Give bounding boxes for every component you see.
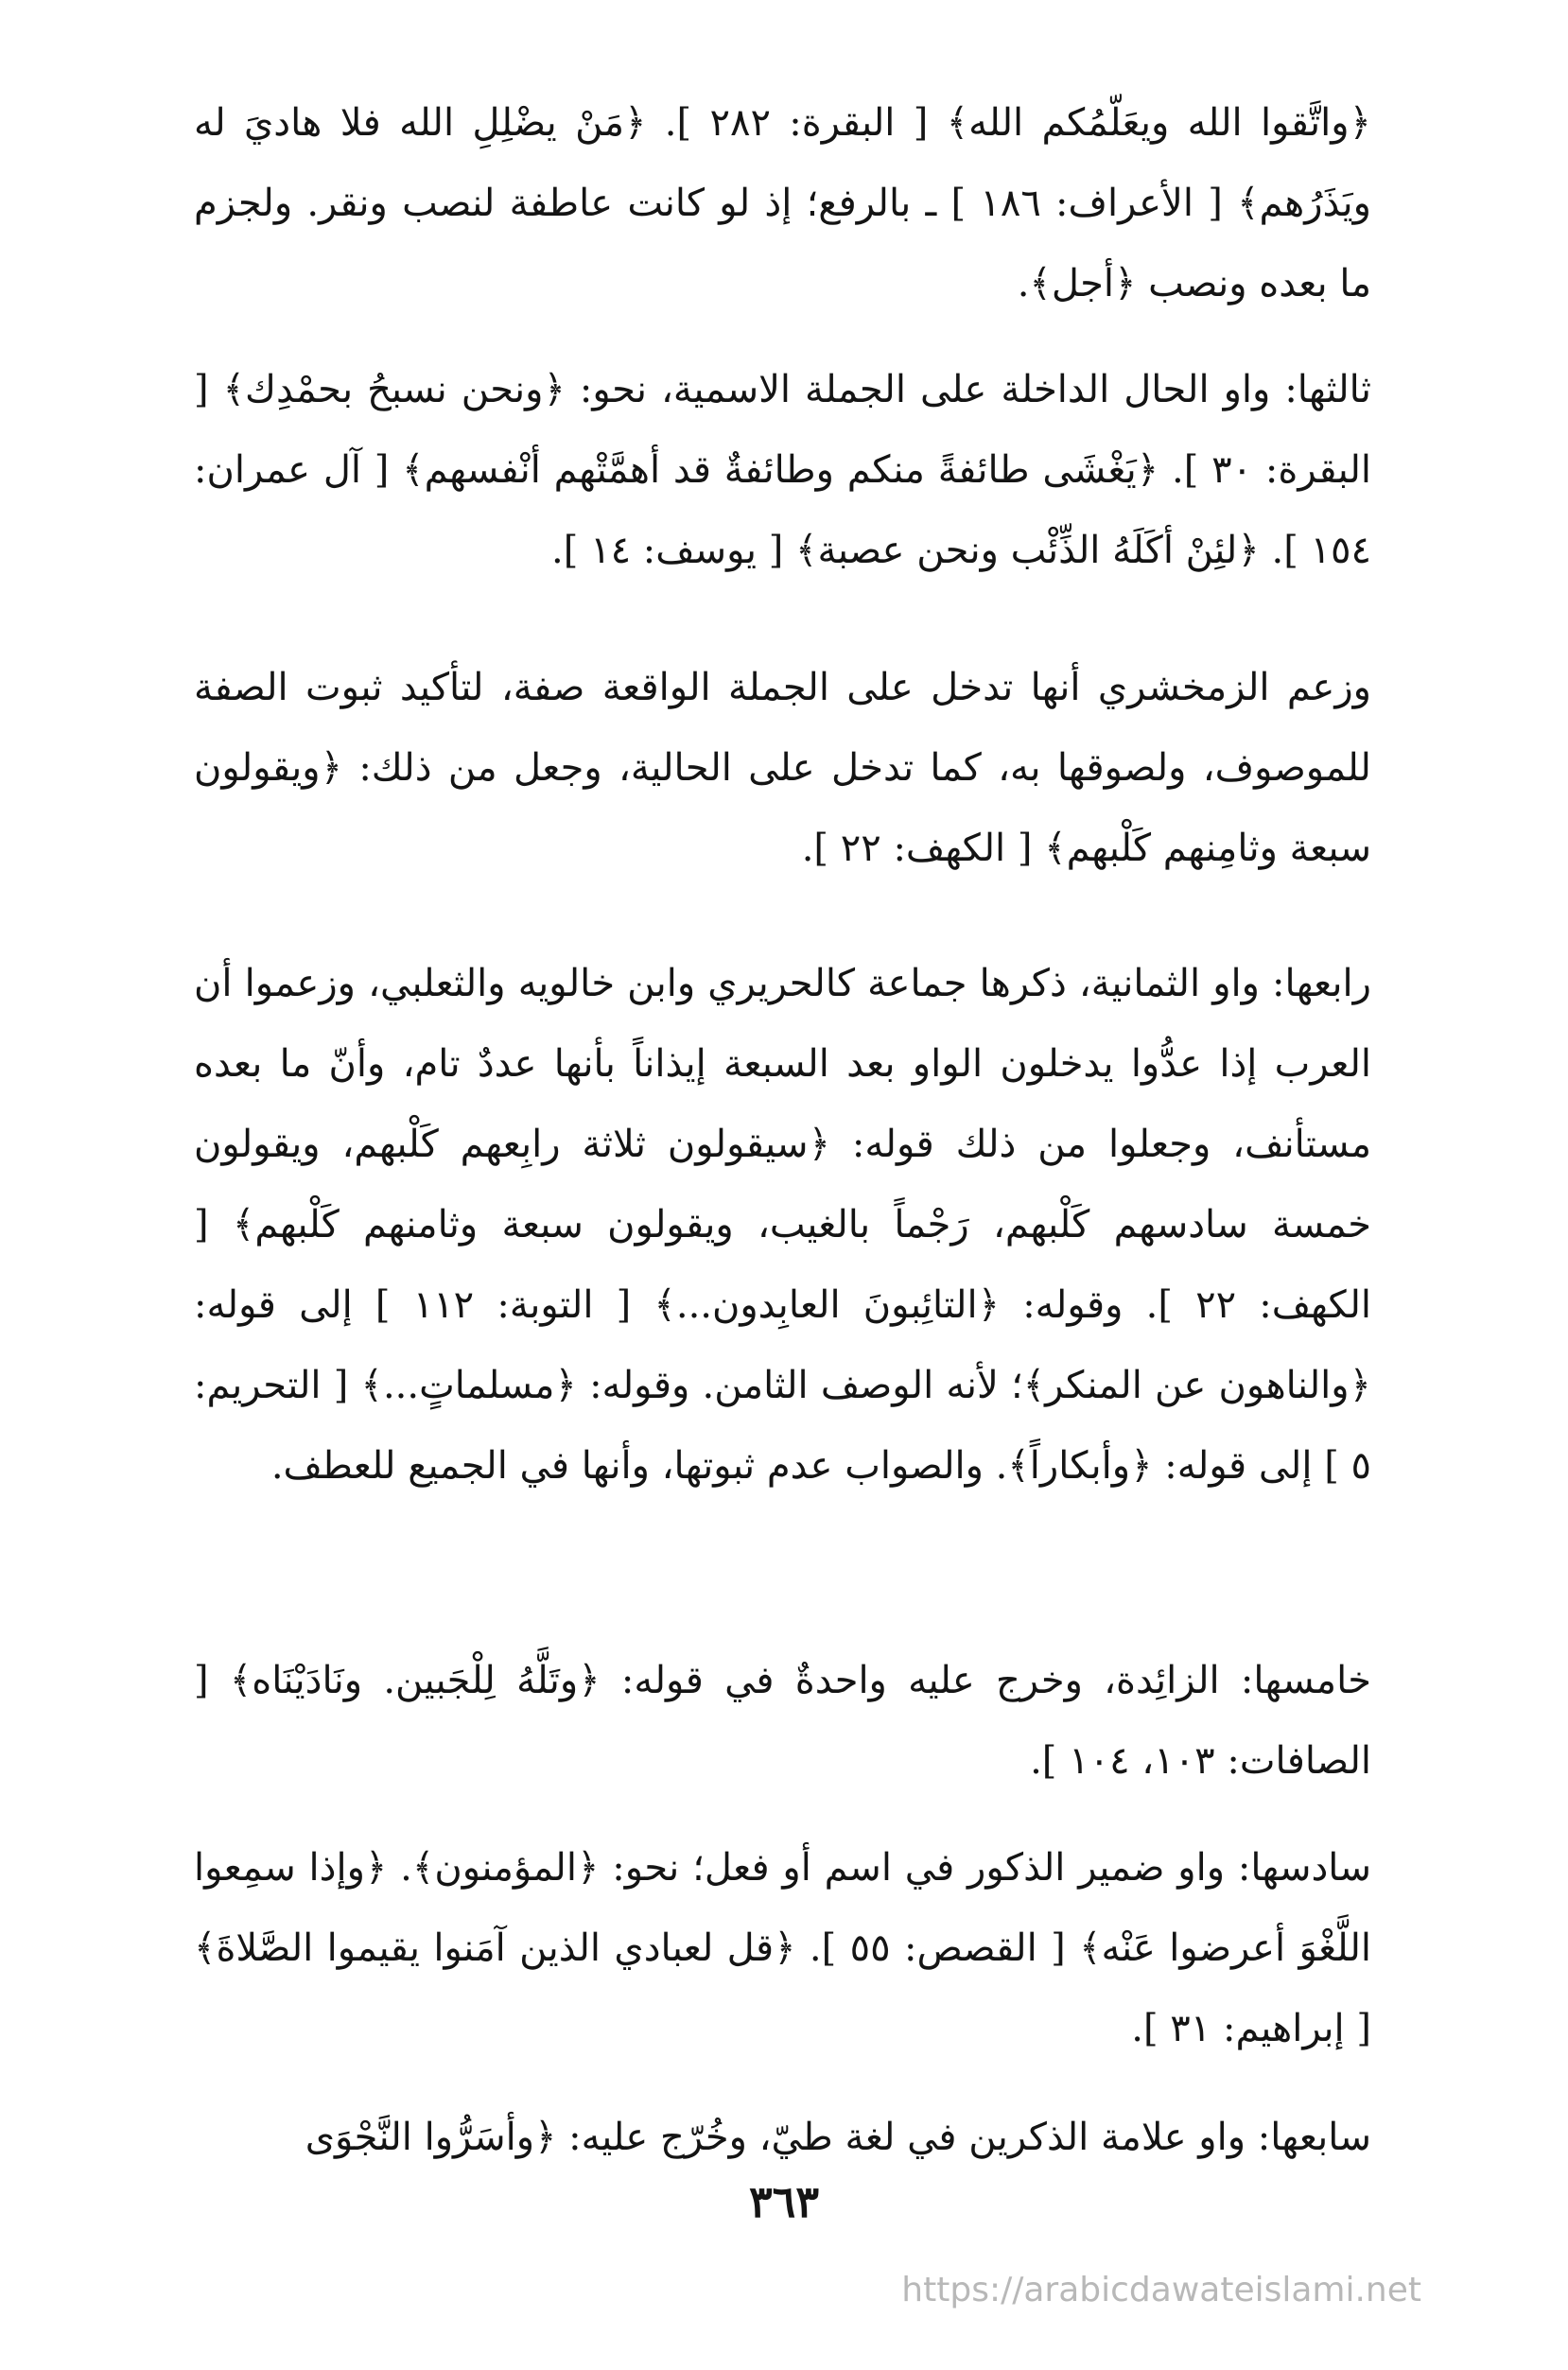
paragraph-7 — [194, 2098, 1371, 2178]
paragraph-text: وزعم الزمخشري أنها تدخل على الجملة الواقعة صفة، لتأكيد ثبوت الصفة للموصوف، ولصوقها به، كما تدخل على الحالية، وجعل من ذلك: ﴿ويقولون سبعة وثامِنهم كَلْبهم﴾ [ الكهف: ٢٢ ]. — [194, 666, 1371, 870]
paragraph-text: ﴿واتَّقوا الله ويعَلّمُكم الله﴾ [ البقرة: ٢٨٢ ]. ﴿مَنْ يضْلِلِ الله فلا هاديَ له ويَذَرُهم﴾ [ الأعراف: ١٨٦ ] ـ بالرفع؛ إذ لو كانت عاطفة لنصب ونقر. ولجزم ما بعده ونصب ﴿أجل﴾. — [194, 101, 1371, 305]
paragraph-5 — [194, 1641, 1371, 1802]
paragraph-4 — [194, 944, 1371, 1507]
paragraph-1 — [194, 83, 1371, 324]
paragraph-2 — [194, 350, 1371, 591]
page-number: ٣٦٣ — [748, 2176, 820, 2227]
watermark-url: https://arabicdawateislami.net — [901, 2271, 1421, 2309]
paragraph-text: رابعها: واو الثمانية، ذكرها جماعة كالحريري وابن خالويه والثعلبي، وزعموا أن العرب إذا عدُّوا يدخلون الواو بعد السبعة إيذاناً بأنها عددٌ تام، وأنّ ما بعده مستأنف، وجعلوا من ذلك قوله: ﴿سيقولون ثلاثة رابِعهم كَلْبهم، ويقولون خمسة سادسهم كَلْبهم، رَجْماً بالغيب، ويقولون سبعة وثامنهم كَلْبهم﴾ [ الكهف: ٢٢ ]. وقوله: ﴿التائِبونَ العابِدون...﴾ [ التوبة: ١١٢ ] إلى قوله: ﴿والناهون عن المنكر﴾؛ لأنه الوصف الثامن. وقوله: ﴿مسلماتٍ...﴾ [ التحريم: ٥ ] إلى قوله: ﴿وأبكاراً﴾. والصواب عدم ثبوتها، وأنها في الجميع للعطف. — [194, 962, 1371, 1488]
paragraph-3 — [194, 648, 1371, 889]
paragraph-text: ثالثها: واو الحال الداخلة على الجملة الاسمية، نحو: ﴿ونحن نسبحُ بحمْدِك﴾ [ البقرة: ٣٠ ]. ﴿يَغْشَى طائفةً منكم وطائفةٌ قد أهمَّتْهم أنْفسهم﴾ [ آل عمران: ١٥٤ ]. ﴿لئِنْ أكَلَهُ الذِّئْب ونحن عصبة﴾ [ يوسف: ١٤ ]. — [194, 368, 1371, 572]
paragraph-text: سادسها: واو ضمير الذكور في اسم أو فعل؛ نحو: ﴿المؤمنون﴾. ﴿وإذا سمِعوا اللَّغْوَ أعرضوا عَنْه﴾ [ القصص: ٥٥ ]. ﴿قل لعبادي الذين آمَنوا يقيموا الصَّلاةَ﴾ [ إبراهيم: ٣١ ]. — [194, 1846, 1371, 2050]
paragraph-text: سابعها: واو علامة الذكرين في لغة طيّ، وخُرّج عليه: ﴿وأسَرُّوا النَّجْوَى — [305, 2116, 1371, 2159]
paragraph-6 — [194, 1828, 1371, 2069]
paragraph-text: خامسها: الزائِدة، وخرج عليه واحدةٌ في قوله: ﴿وتَلَّهُ لِلْجَبين. ونَادَيْنَاه﴾ [ الصافات: ١٠٣، ١٠٤ ]. — [194, 1659, 1371, 1783]
